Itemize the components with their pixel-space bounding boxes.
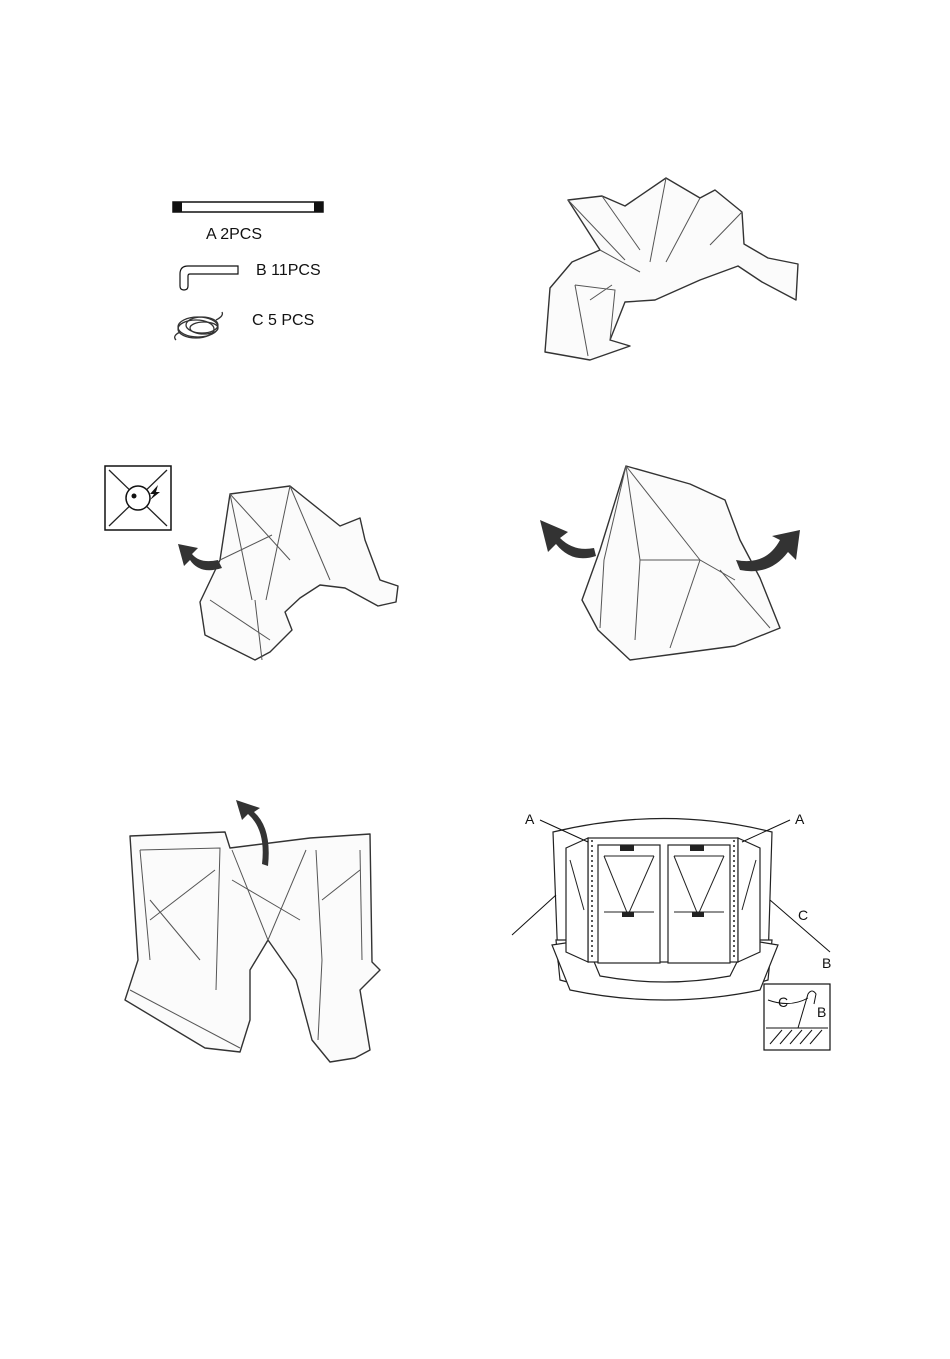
diagram-label-a-left: A xyxy=(525,811,535,827)
diagram-label-b: B xyxy=(822,955,832,971)
diagram-label-a-right: A xyxy=(795,811,805,827)
part-a-label: A 2PCS xyxy=(206,226,263,243)
part-c-label: C 5 PCS xyxy=(252,312,315,329)
inset-label-c: C xyxy=(778,994,789,1010)
inset-label-b: B xyxy=(817,1004,827,1020)
part-b-label: B 11PCS xyxy=(256,262,321,279)
diagram-label-c: C xyxy=(798,907,809,923)
